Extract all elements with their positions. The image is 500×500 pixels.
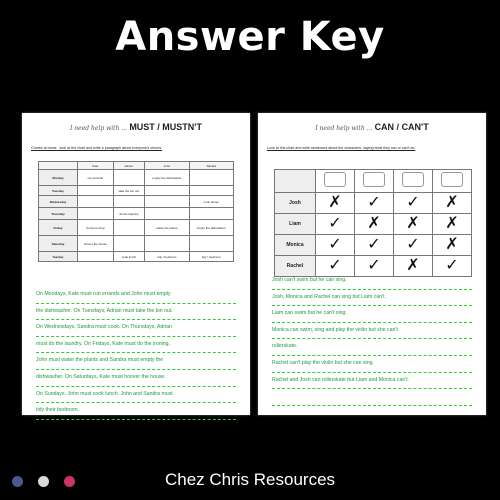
singing-picture	[363, 172, 385, 187]
chore-cell	[78, 252, 114, 262]
table-row	[39, 186, 234, 196]
answer-line: must do the laundry. On Fridays, Kate must do the ironing,	[36, 337, 236, 354]
answer-line: Liam can swim but he can't sing.	[272, 306, 472, 323]
day-cell: Wednesday	[39, 196, 78, 208]
chore-cell	[189, 170, 233, 186]
mark-cell: ✗	[433, 193, 472, 214]
answer-line: rollerskate.	[272, 339, 472, 356]
rollerskating-picture	[441, 172, 463, 187]
mark-cell: ✓	[394, 193, 433, 214]
worksheet-instruction: Look at this chart and write sentences about the characters, saying what they can or can't do.	[267, 146, 416, 150]
chore-cell: do the ironing	[78, 220, 114, 236]
chore-cell: hoover the house	[78, 236, 114, 252]
chores-header: Sandra	[189, 162, 233, 170]
answer-line: On Wednesdays, Sandra must cook. On Thursdays, Adrian	[36, 320, 236, 337]
answer-line: Josh can't swim but he can sing.	[272, 273, 472, 290]
worksheet-title	[258, 122, 486, 132]
table-row	[39, 252, 234, 262]
day-cell: Sunday	[39, 252, 78, 262]
worksheet-title-prefix: I need help with ...	[70, 125, 128, 132]
chore-cell	[189, 208, 233, 220]
chore-cell	[113, 220, 145, 236]
chores-table	[38, 161, 234, 262]
chore-cell: empty the dishwasher	[189, 220, 233, 236]
chore-cell: empty the dishwasher	[145, 170, 189, 186]
worksheet-title	[22, 122, 250, 132]
mark-cell: ✓	[316, 235, 355, 256]
answer-line: Josh, Monica and Rachel can sing but Liam can't.	[272, 290, 472, 307]
mark-cell: ✓	[316, 256, 355, 277]
answer-line: Rachel and Josh can rollerskate but Liam and Monica can't.	[272, 373, 472, 390]
mark-cell: ✓	[433, 256, 472, 277]
table-row	[39, 196, 234, 208]
chore-cell: do the laundry	[113, 208, 145, 220]
mark-cell: ✗	[433, 235, 472, 256]
table-row	[39, 208, 234, 220]
day-cell: Thursday	[39, 208, 78, 220]
chore-cell	[78, 196, 114, 208]
answer-line: On Sundays, John must cook lunch. John and Sandra must	[36, 387, 236, 404]
worksheet-title-prefix: I need help with ...	[315, 125, 373, 132]
mark-cell: ✓	[355, 256, 394, 277]
violin-picture	[402, 172, 424, 187]
page-title: Answer Key	[115, 14, 385, 60]
chore-cell	[113, 196, 145, 208]
answer-line: Rachel can't play the violin but she can sing.	[272, 356, 472, 373]
answer-line: tidy their bedroom.	[36, 403, 236, 420]
character-name: Rachel	[275, 256, 316, 277]
chore-cell	[113, 170, 145, 186]
answer-lines	[36, 287, 236, 420]
chore-cell: cook dinner	[189, 196, 233, 208]
worksheet-title-main: MUST / MUSTN'T	[129, 122, 202, 132]
mark-cell: ✗	[355, 214, 394, 235]
table-row	[275, 193, 472, 214]
corner-cell	[275, 170, 316, 193]
abilities-header-row	[275, 170, 472, 193]
brand-footer: Chez Chris Resources	[164, 470, 336, 489]
mark-cell: ✓	[316, 214, 355, 235]
mark-cell: ✓	[355, 193, 394, 214]
chore-cell: run errands	[78, 170, 114, 186]
worksheet-must-mustnt	[22, 113, 250, 415]
answer-line: Monica can swim, sing and play the violin but she can't	[272, 323, 472, 340]
answer-line: On Mondays, Kate must run errands and John must empty	[36, 287, 236, 304]
abilities-table	[274, 169, 472, 277]
chore-cell	[145, 236, 189, 252]
chore-cell: water the plants	[145, 220, 189, 236]
chores-header: John	[145, 162, 189, 170]
chore-cell	[145, 196, 189, 208]
day-cell: Monday	[39, 170, 78, 186]
chore-cell	[113, 236, 145, 252]
table-row	[39, 236, 234, 252]
chore-cell	[145, 186, 189, 196]
answer-line: the dishwasher. On Tuesdays, Adrian must take the bin out.	[36, 304, 236, 321]
worksheet-can-cant	[258, 113, 486, 415]
chore-cell	[78, 186, 114, 196]
activity-rollerskating	[433, 170, 472, 193]
day-cell: Friday	[39, 220, 78, 236]
table-row	[275, 214, 472, 235]
activity-violin	[394, 170, 433, 193]
mark-cell: ✗	[316, 193, 355, 214]
chore-cell	[189, 236, 233, 252]
chore-cell: tidy / bedroom	[189, 252, 233, 262]
table-row	[39, 170, 234, 186]
chores-header: Adrien	[113, 162, 145, 170]
answer-line: John must water the plants and Sandra must empty the	[36, 353, 236, 370]
activity-swimming	[316, 170, 355, 193]
answer-line	[272, 389, 472, 406]
day-cell: Saturday	[39, 236, 78, 252]
answer-lines	[272, 273, 472, 406]
character-name: Josh	[275, 193, 316, 214]
mark-cell: ✓	[394, 235, 433, 256]
mark-cell: ✗	[394, 214, 433, 235]
character-name: Liam	[275, 214, 316, 235]
answer-line: dishwasher. On Saturdays, Kate must hoover the house.	[36, 370, 236, 387]
chore-cell: cook lunch	[113, 252, 145, 262]
table-row	[39, 220, 234, 236]
swimming-picture	[324, 172, 346, 187]
day-cell: Tuesday	[39, 186, 78, 196]
mark-cell: ✗	[433, 214, 472, 235]
chore-cell: take the bin out	[113, 186, 145, 196]
mark-cell: ✗	[394, 256, 433, 277]
mark-cell: ✓	[355, 235, 394, 256]
chores-header	[39, 162, 78, 170]
chore-cell	[78, 208, 114, 220]
chore-cell	[189, 186, 233, 196]
chore-cell	[145, 208, 189, 220]
chore-cell: tidy / bedroom	[145, 252, 189, 262]
chores-header-row	[39, 162, 234, 170]
worksheet-instruction: Chores at home : look at the chart and write a paragraph about everyone's chores.	[31, 146, 163, 150]
activity-singing	[355, 170, 394, 193]
chores-header: Kate	[78, 162, 114, 170]
table-row	[275, 235, 472, 256]
worksheet-title-main: CAN / CAN'T	[374, 122, 429, 132]
character-name: Monica	[275, 235, 316, 256]
